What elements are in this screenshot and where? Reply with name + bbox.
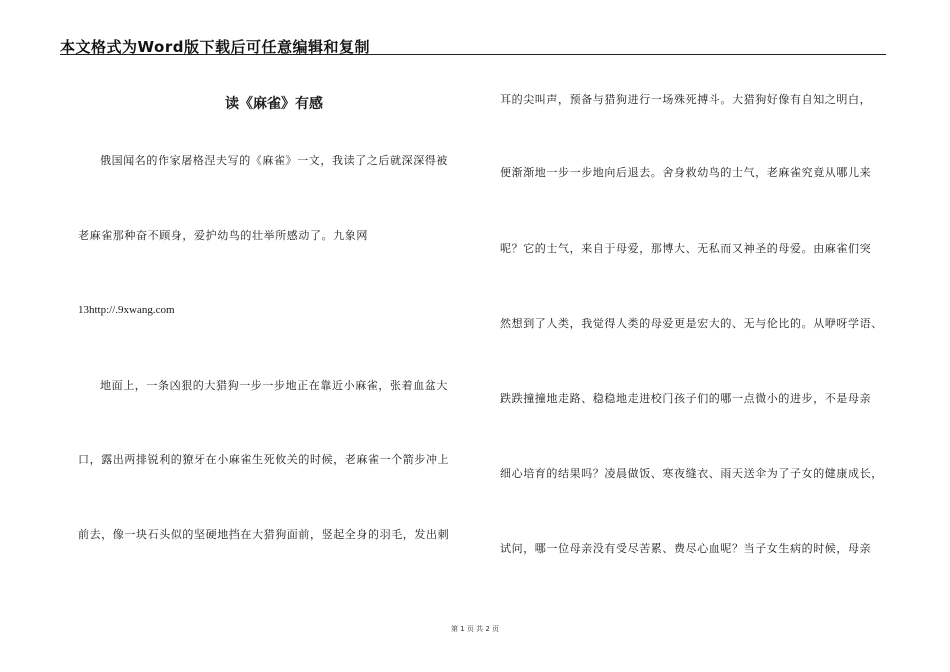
header-divider xyxy=(60,54,886,55)
text-line: 跌跌撞撞地走路、稳稳地走进校门孩子们的哪一点微小的进步，不是母亲 xyxy=(500,392,872,405)
text-line: 呢？它的士气，来自于母爱，那博大、无私而又神圣的母爱。由麻雀们突 xyxy=(500,242,872,255)
text-line: 耳的尖叫声，预备与猎狗进行一场殊死搏斗。大猎狗好像有自知之明白， xyxy=(500,93,872,106)
text-line: 口，露出两排锐利的獠牙在小麻雀生死攸关的时候，老麻雀一个箭步冲上 xyxy=(78,453,450,466)
text-line: 然想到了人类，我觉得人类的母爱更是宏大的、无与伦比的。从咿呀学语、 xyxy=(500,317,883,330)
text-line: 老麻雀那种奋不顾身，爱护幼鸟的壮举所感动了。九象网 xyxy=(78,229,368,242)
page-indicator: 第 1 页 共 2 页 xyxy=(450,625,500,633)
text-line: 地面上，一条凶狠的大猎狗一步一步地正在靠近小麻雀，张着血盆大 xyxy=(100,379,448,392)
article-title: 读《麻雀》有感 xyxy=(225,96,323,112)
text-line: 试问，哪一位母亲没有受尽苦累、费尽心血呢？当子女生病的时候，母亲 xyxy=(500,542,872,555)
document-banner: 本文格式为Word版下载后可任意编辑和复制 xyxy=(60,38,370,56)
text-line: 13http://.9xwang.com xyxy=(78,304,175,316)
text-line: 细心培育的结果吗？凌晨做饭、寒夜缝衣、雨天送伞为了子女的健康成长， xyxy=(500,467,883,480)
text-line: 俄国闻名的作家屠格涅夫写的《麻雀》一文，我读了之后就深深得被 xyxy=(100,154,448,167)
text-line: 便渐渐地一步一步地向后退去。舍身救幼鸟的士气，老麻雀究竟从哪儿来 xyxy=(500,166,872,179)
text-line: 前去，像一块石头似的坚硬地挡在大猎狗面前，竖起全身的羽毛，发出刺 xyxy=(78,528,450,541)
